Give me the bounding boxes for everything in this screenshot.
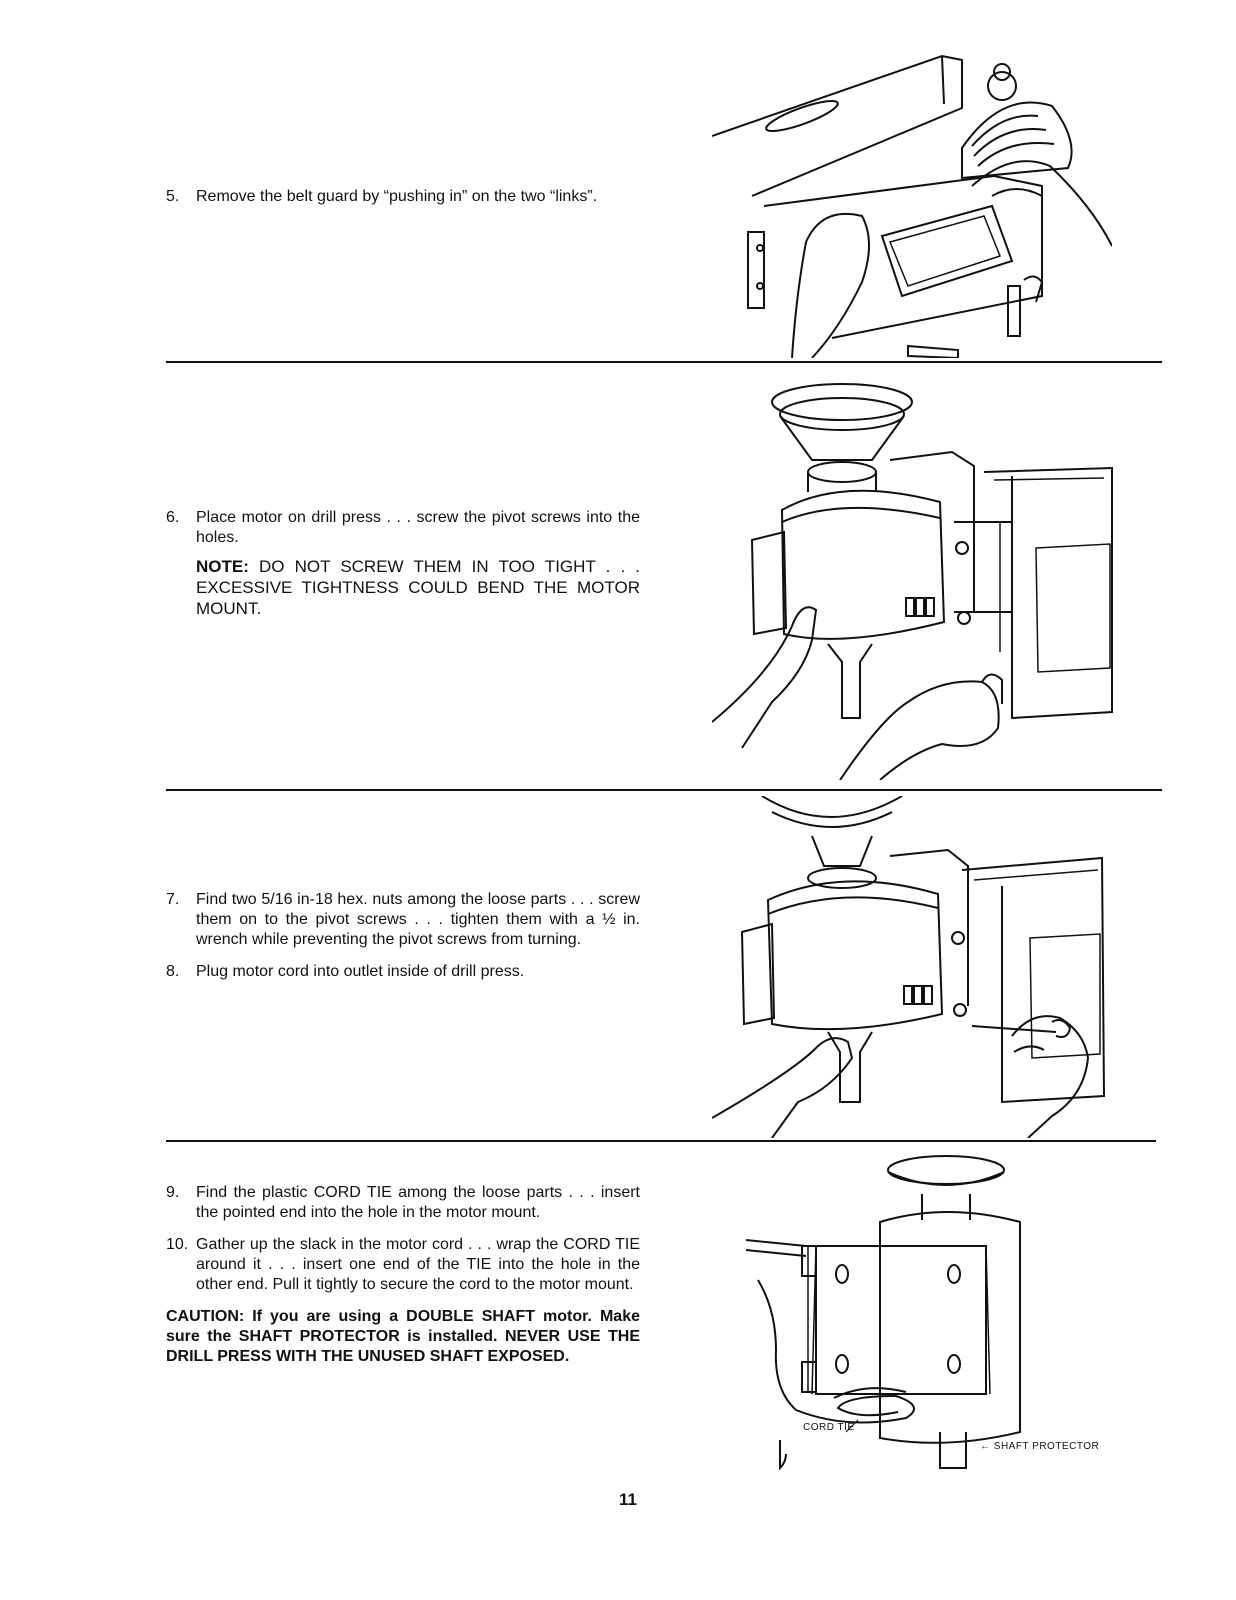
step-text: Gather up the slack in the motor cord . . . wrap the CORD TIE around it . . . insert one end of the TIE into the hole in the other end. Pull it tightly to secure the cord to the motor mount. (196, 1236, 640, 1293)
section-divider (166, 361, 1162, 363)
step-number: 10. (166, 1236, 189, 1253)
step-text: Find the plastic CORD TIE among the loose parts . . . insert the pointed end into the hole in the motor mount. (196, 1184, 640, 1221)
step-6 (166, 508, 640, 619)
section-divider (166, 1140, 1156, 1142)
cord-tie-callout: CORD TIE (803, 1422, 855, 1433)
note-label: NOTE: (196, 557, 249, 576)
step-7-8-block (166, 890, 640, 994)
step-number: 6. (166, 509, 180, 526)
shaft-protector-label: SHAFT PROTECTOR (993, 1441, 1100, 1452)
step-10 (166, 1235, 640, 1295)
nut-tightening-illustration (712, 796, 1118, 1138)
note-text: DO NOT SCREW THEM IN TOO TIGHT . . . EXCESSIVE TIGHTNESS COULD BEND THE MOTOR MOUNT. (196, 557, 640, 618)
step-6-block (166, 508, 640, 631)
step-text: Place motor on drill press . . . screw the pivot screws into the holes. (196, 509, 640, 546)
page-number: 11 (619, 1490, 637, 1509)
step-7 (166, 890, 640, 950)
step-9-10-block (166, 1183, 640, 1367)
belt-guard-removal-illustration (712, 46, 1112, 358)
arrow-left-icon: ← (980, 1441, 991, 1452)
note (196, 556, 640, 619)
step-9 (166, 1183, 640, 1223)
step-text: Remove the belt guard by “pushing in” on the two “links”. (196, 188, 598, 205)
step-5-block (166, 187, 640, 219)
cord-tie-shaft-protector-illustration (746, 1150, 1086, 1472)
step-text: Find two 5/16 in-18 hex. nuts among the loose parts . . . screw them on to the pivot screws . . . tighten them with a ½ in. wrench while preventing the pivot screws from turning. (196, 891, 640, 948)
step-number: 5. (166, 188, 180, 205)
shaft-protector-callout (980, 1441, 1099, 1452)
step-number: 8. (166, 963, 180, 980)
step-8 (166, 962, 640, 982)
step-number: 9. (166, 1184, 180, 1201)
step-number: 7. (166, 891, 180, 908)
step-text: Plug motor cord into outlet inside of drill press. (196, 963, 525, 980)
motor-placement-illustration (712, 372, 1118, 780)
step-5 (166, 187, 640, 207)
caution-text: CAUTION: If you are using a DOUBLE SHAFT motor. Make sure the SHAFT PROTECTOR is installed. NEVER USE THE DRILL PRESS WITH THE UNUSED SHAFT EXPOSED. (166, 1308, 640, 1365)
section-divider (166, 789, 1162, 791)
